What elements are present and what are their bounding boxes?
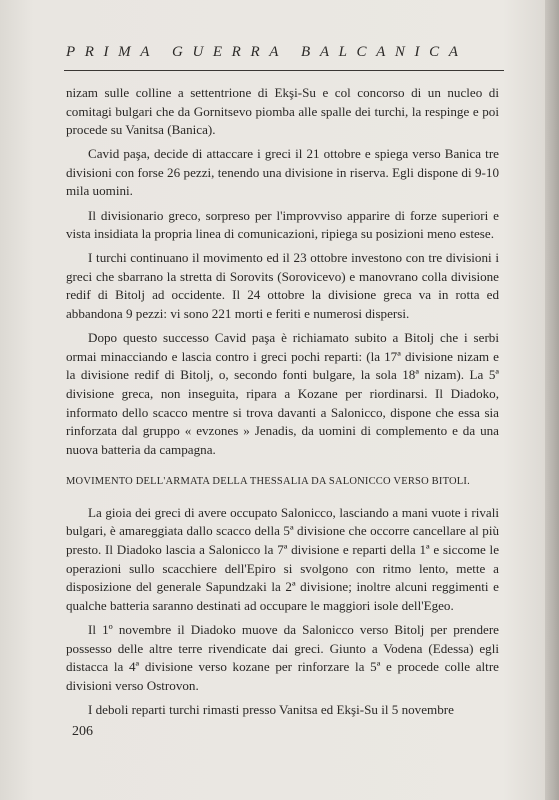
paragraph: I turchi continuano il movimento ed il 23 ottobre investono con tre divisioni i greci che sbarrano la stretta di Sorovits (Sorovicevo) e manovrano colla divisione redif di Bitolj ad occidente. Il 24 ottobre la divisione greca va in rotta ed abbandona 9 pezzi: vi sono 221 morti e feriti e numerosi dispersi.: [66, 250, 499, 322]
paragraph: La gioia dei greci di avere occupato Salonicco, lasciando a mani vuote i rivali bulgari, è amareggiata dallo scacco della 5ª divisione che occorre cancellare al più presto. Il Diadoko lascia a Salonicco la 7ª divisione e reparti della 1ª e siccome le operazioni sullo scacchiere dell'Epiro si svolgono con ritmo lento, mette a disposizione del generale Sapundzaki la 2ª divisione; inoltre alcuni reggimenti e qualche batteria saranno destinati ad occupare le maggiori isole dell'Egeo.: [66, 504, 499, 613]
header-rule: [64, 70, 504, 71]
paragraph: I deboli reparti turchi rimasti presso Vanitsa ed Ekşi-Su il 5 novembre: [88, 701, 454, 717]
paragraph: Il 1º novembre il Diadoko muove da Salonicco verso Bitolj per prendere possesso delle altre terre rivendicate dai greci. Giunto a Vodena (Edessa) egli distacca la 4ª divisione verso kozane per rinforzare la 5ª e procede colle altre divisioni verso Ostrovon.: [66, 621, 499, 693]
paragraph: Il divisionario greco, sorpreso per l'improvviso apparire di forze superiori e vista insidiata la propria linea di comunicazioni, ripiega su posizioni meno estese.: [66, 207, 499, 242]
paragraph: Cavid paşa, decide di attaccare i greci il 21 ottobre e spiega verso Banica tre divisioni con forse 26 pezzi, tenendo una divisione in riserva. Egli dispone di 9-10 mila uomini.: [66, 146, 499, 199]
section-heading: MOVIMENTO DELL'ARMATA DELLA THESSALIA DA SALONICCO VERSO BITOLI.: [66, 476, 470, 488]
running-header: PRIMA GUERRA BALCANICA: [66, 44, 468, 60]
paragraph: nizam sulle colline a settentrione di Ekşi-Su e col concorso di un nucleo di comitagi bulgari che da Gornitsevo piomba alle spalle dei turchi, la respinge e poi procede su Vanitsa (Banica).: [66, 85, 499, 138]
body-text: [66, 84, 499, 719]
paragraph: Dopo questo successo Cavid paşa è richiamato subito a Bitolj che i serbi ormai minacciando e lascia contro i greci pochi reparti: (la 17ª divisione nizam e la divisione redif di Bitolj, o, secondo fonti bulgare, la sola 18ª nizam). La 5ª divisione greca, non inseguita, ripara a Kozane per riordinarsi. Il Diadoko, informato dello scacco mentre si trova davanti a Salonicco, dispone che essa sia rinforzata dal gruppo « evzones » Jenadis, da uomini di complemento e da una nuova batteria da campagna.: [66, 330, 499, 457]
page-number: 206: [72, 724, 93, 739]
page-binding-shadow: [545, 0, 559, 800]
